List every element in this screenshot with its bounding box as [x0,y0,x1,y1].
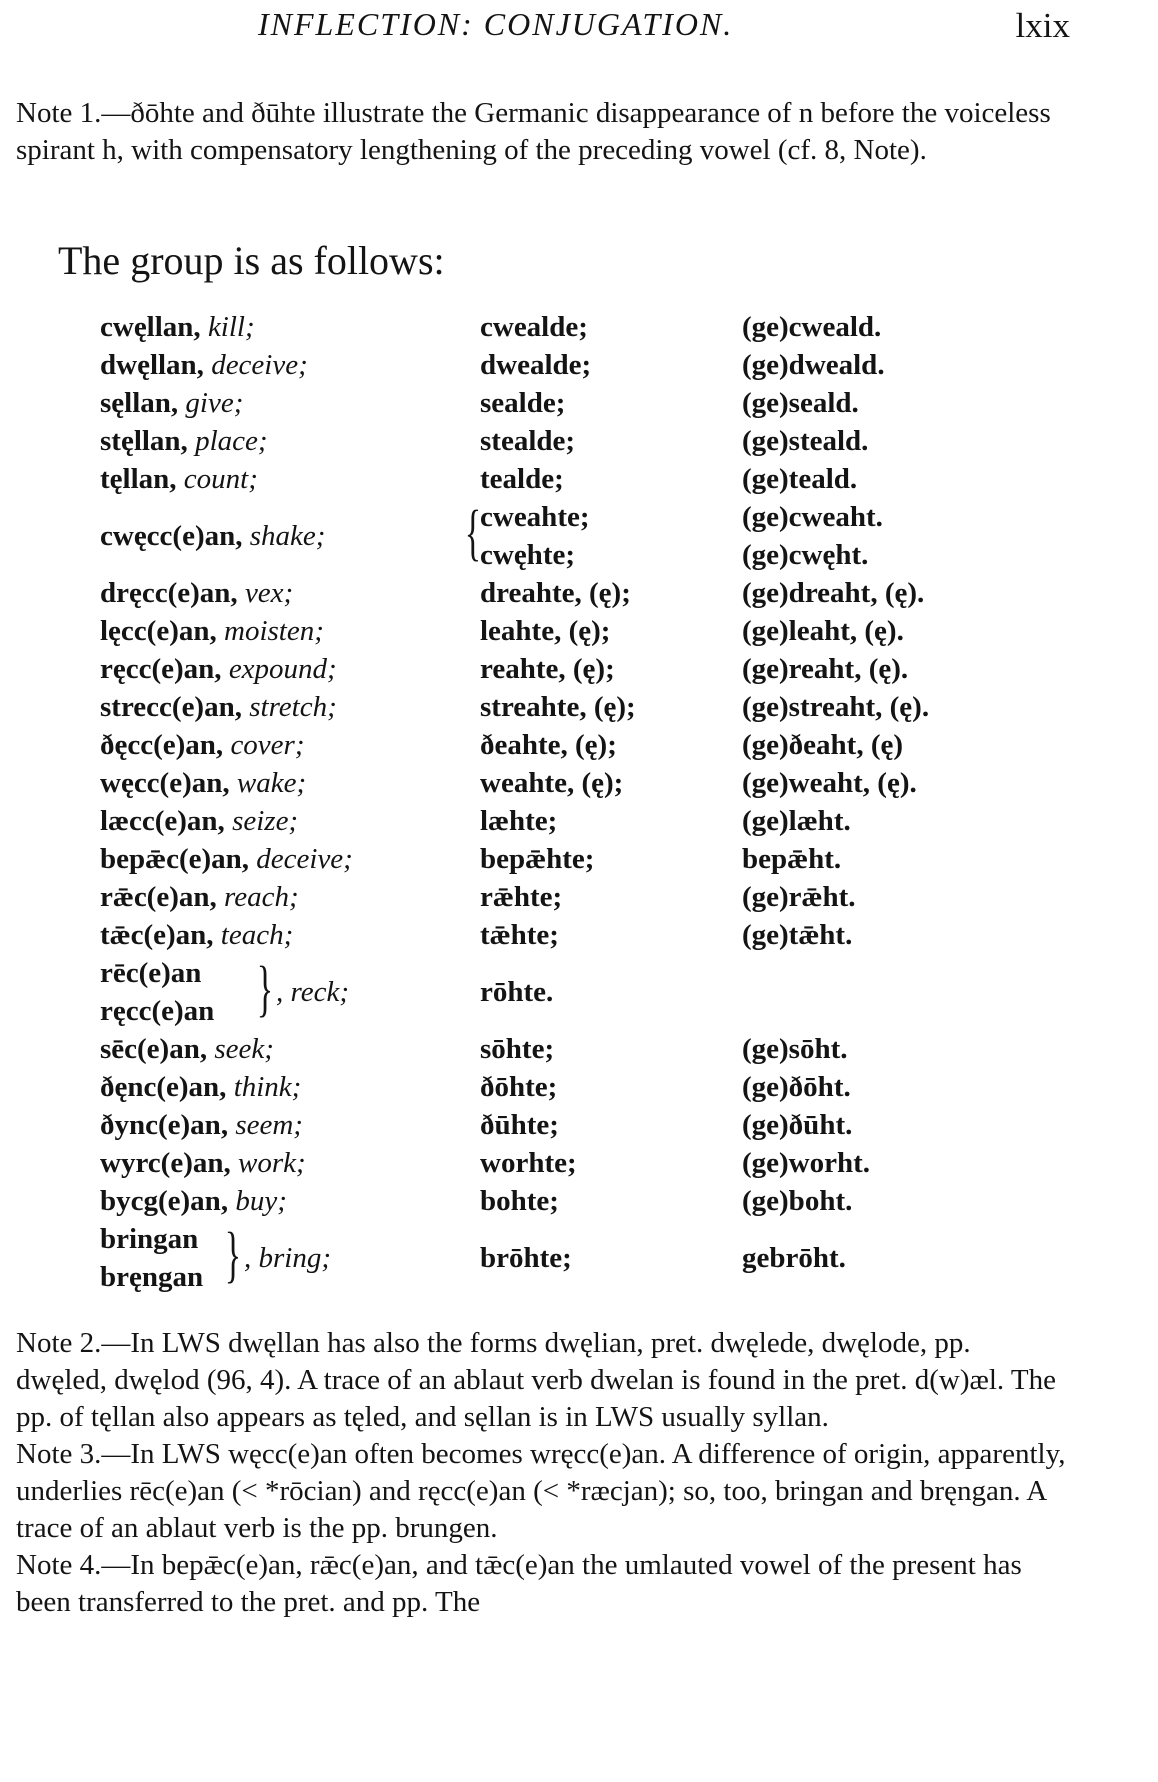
brace: } [256,955,274,1023]
preterite: tǣhte; [480,919,559,951]
table-row [100,1220,1100,1296]
infinitive: ðync(e)an, [100,1109,229,1141]
infinitive: bycg(e)an, [100,1185,229,1217]
gloss: , reck; [276,976,349,1008]
preterite: tealde; [480,463,564,495]
table-row [100,1030,1100,1068]
table-row [100,878,1100,916]
gloss: deceive; [211,349,308,381]
gloss: think; [233,1071,302,1103]
past-participle: (ge)ðeaht, (ę) [742,729,904,761]
past-participle: gebrōht. [742,1242,846,1274]
table-row [100,726,1100,764]
preterite: bepǣhte; [480,843,595,875]
infinitive: rēc(e)an [100,957,202,989]
gloss: vex; [244,577,294,609]
preterite: leahte, (ę); [480,615,611,647]
preterite: streahte, (ę); [480,691,636,723]
infinitive: tǣc(e)an, [100,919,214,951]
infinitive: węcc(e)an, [100,767,230,799]
past-participle: (ge)worht. [742,1147,871,1179]
preterite: dwealde; [480,349,592,381]
preterite: sealde; [480,387,566,419]
preterite: cwealde; [480,311,588,343]
gloss: deceive; [256,843,353,875]
table-row [100,384,1100,422]
running-head: INFLECTION: CONJUGATION. [258,6,734,42]
gloss: seem; [235,1109,303,1141]
gloss: wake; [236,767,307,799]
infinitive: sęllan, [100,387,179,419]
gloss: count; [183,463,258,495]
infinitive: ðęcc(e)an, [100,729,224,761]
note-2: Note 2.—In LWS dwęllan has also the forms dwęlian, pret. dwęlede, dwęlode, pp. dwęled, dwęlod (96, 4). A trace of an ablaut verb dwelan is found in the pret. d(w)æl. The pp. of tęllan also appears as tęled, and sęllan is in LWS usually syllan. [16,1327,1056,1433]
preterite: ðeahte, (ę); [480,729,617,761]
table-row [100,802,1100,840]
table-row [100,498,1100,574]
preterite: bohte; [480,1185,559,1217]
infinitive: wyrc(e)an, [100,1147,231,1179]
table-row [100,840,1100,878]
preterite: brōhte; [480,1242,572,1274]
past-participle: (ge)leaht, (ę). [742,615,904,647]
preterite: rōhte. [480,976,554,1008]
preterite: reahte, (ę); [480,653,615,685]
preterite: rǣhte; [480,881,563,913]
table-row [100,764,1100,802]
preterite: worhte; [480,1147,577,1179]
infinitive: ręcc(e)an, [100,653,222,685]
page-number: lxix [1015,6,1070,45]
gloss: expound; [228,653,337,685]
table-row [100,460,1100,498]
past-participle: (ge)steald. [742,425,869,457]
brace: { [464,499,482,567]
note-1: Note 1.—ðōhte and ðūhte illustrate the Germanic disappearance of n before the voiceless spirant h, with compensatory lengthening of the preceding vowel (cf. 8, Note). [16,97,1051,166]
past-participle: (ge)teald. [742,463,858,495]
gloss: cover; [230,729,305,761]
infinitive: strecc(e)an, [100,691,242,723]
preterite: dreahte, (ę); [480,577,631,609]
past-participle: (ge)seald. [742,387,859,419]
gloss: buy; [235,1185,287,1217]
gloss: seize; [232,805,299,837]
table-row [100,954,1100,1030]
gloss: reach; [224,881,299,913]
brace: } [224,1221,242,1289]
conjugation-table [100,308,1100,1296]
past-participle: (ge)dweald. [742,349,885,381]
table-row [100,650,1100,688]
table-row [100,346,1100,384]
preterite: cweahte; [480,501,590,533]
table-row [100,308,1100,346]
table-row [100,916,1100,954]
table-row [100,1182,1100,1220]
infinitive: cwęllan, [100,311,201,343]
gloss: place; [195,425,268,457]
infinitive: bringan [100,1223,199,1255]
table-row [100,422,1100,460]
past-participle: (ge)læht. [742,805,851,837]
preterite: sōhte; [480,1033,555,1065]
gloss: shake; [249,520,326,552]
infinitive: bręngan [100,1261,204,1293]
past-participle: (ge)boht. [742,1185,853,1217]
infinitive: læcc(e)an, [100,805,225,837]
gloss: , bring; [244,1242,331,1274]
past-participle: (ge)sōht. [742,1033,848,1065]
infinitive: dwęllan, [100,349,204,381]
table-row [100,1106,1100,1144]
gloss: give; [185,387,244,419]
preterite: ðōhte; [480,1071,558,1103]
gloss: teach; [220,919,294,951]
past-participle: (ge)cweald. [742,311,882,343]
infinitive: ðęnc(e)an, [100,1071,227,1103]
past-participle: (ge)ðōht. [742,1071,851,1103]
past-participle: (ge)weaht, (ę). [742,767,917,799]
infinitive: ręcc(e)an [100,995,215,1027]
table-row [100,1068,1100,1106]
past-participle: (ge)reaht, (ę). [742,653,909,685]
infinitive: cwęcc(e)an, [100,520,243,552]
table-row [100,612,1100,650]
table-row [100,574,1100,612]
note-4: Note 4.—In bepǣc(e)an, rǣc(e)an, and tǣc(e)an the umlauted vowel of the present has been transferred to the pret. and pp. The [16,1549,1022,1618]
page-header [0,6,1158,52]
past-participle: (ge)dreaht, (ę). [742,577,925,609]
preterite: læhte; [480,805,558,837]
infinitive: dręcc(e)an, [100,577,238,609]
infinitive: bepǣc(e)an, [100,843,250,875]
gloss: seek; [214,1033,274,1065]
table-row [100,688,1100,726]
gloss: work; [237,1147,306,1179]
preterite: cwęhte; [480,539,576,571]
past-participle: (ge)ðūht. [742,1109,853,1141]
preterite: ðūhte; [480,1109,559,1141]
past-participle: (ge)cweaht. [742,501,883,533]
note-3: Note 3.—In LWS węcc(e)an often becomes wręcc(e)an. A difference of origin, apparently, underlies rēc(e)an (< *rōcian) and ręcc(e)an (< *ræcjan); so, too, bringan and bręngan. A trace of an ablaut verb is the pp. brungen. [16,1438,1066,1544]
infinitive: tęllan, [100,463,177,495]
table-row [100,1144,1100,1182]
preterite: weahte, (ę); [480,767,624,799]
past-participle: (ge)cwęht. [742,539,869,571]
past-participle: (ge)rǣht. [742,881,856,913]
infinitive: rǣc(e)an, [100,881,217,913]
preterite: stealde; [480,425,576,457]
notes [16,1325,1066,1621]
infinitive: stęllan, [100,425,188,457]
infinitive: lęcc(e)an, [100,615,217,647]
past-participle: bepǣht. [742,843,842,875]
past-participle: (ge)streaht, (ę). [742,691,930,723]
past-participle: (ge)tǣht. [742,919,853,951]
infinitive: sēc(e)an, [100,1033,208,1065]
gloss: moisten; [224,615,324,647]
gloss: kill; [207,311,255,343]
group-heading: The group is as follows: [58,238,445,283]
gloss: stretch; [249,691,337,723]
